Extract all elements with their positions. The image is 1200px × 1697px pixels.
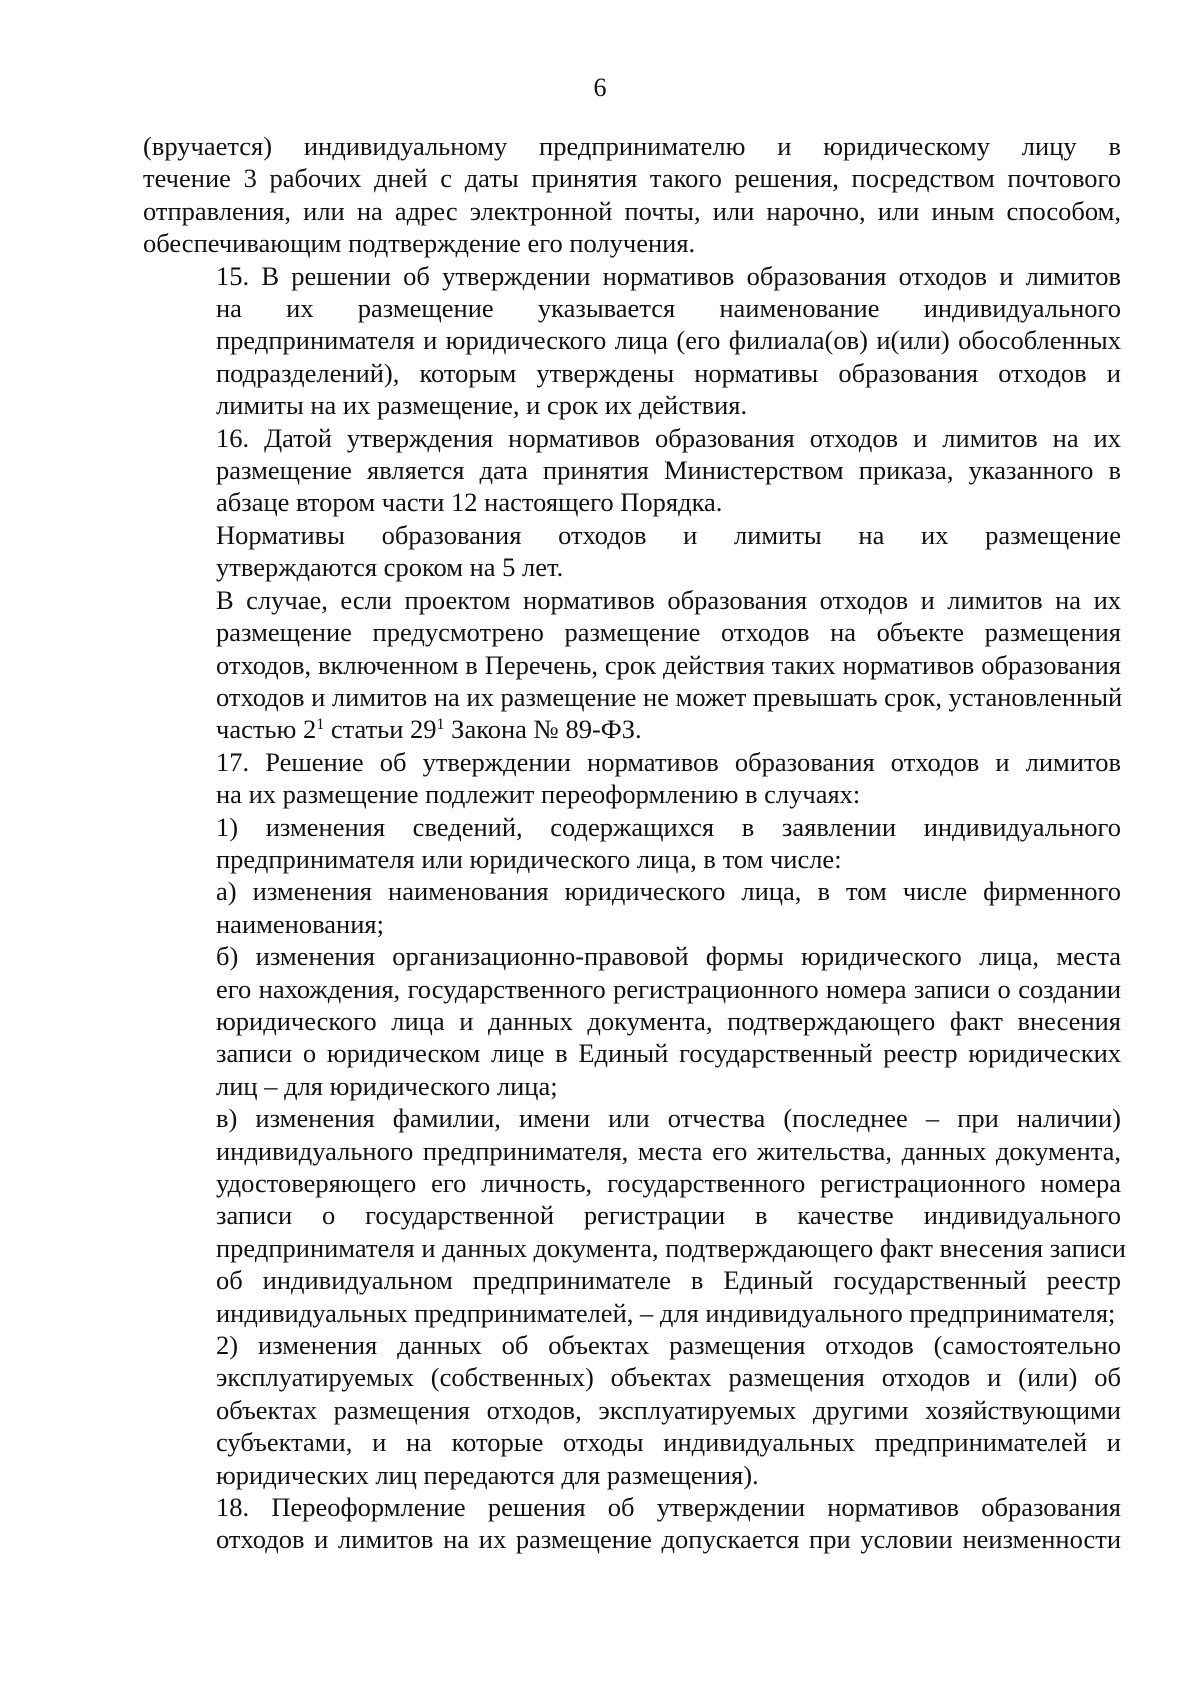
law-reference-text: Закона № 89-ФЗ. [444,714,642,745]
text-line: отходов, включенном в Перечень, срок действия таких нормативов образования [216,649,1121,680]
text-line: абзаце втором части 12 настоящего Порядка. [216,487,723,518]
text-line: индивидуальных предпринимателей, – для индивидуального предпринимателя; [216,1297,1116,1328]
paragraph-p0 [143,130,1121,260]
text-line: субъектами, и на которые отходы индивидуальных предпринимателей и [216,1427,1121,1458]
text-line: течение 3 рабочих дней с даты принятия такого решения, посредством почтового [143,163,1121,194]
paragraph-p17 [143,746,1121,811]
text-line: записи о юридическом лице в Единый государственный реестр юридических [216,1038,1121,1069]
paragraph-p16c [143,584,1121,746]
text-line: (вручается) индивидуальному предпринимателю и юридическому лицу в [143,131,1121,161]
text-line: объектах размещения отходов, эксплуатируемых другими хозяйствующими [216,1394,1121,1425]
text-line: В случае, если проектом нормативов образования отходов и лимитов на их [216,584,1121,615]
text-line: юридических лиц передаются для размещения). [216,1459,759,1490]
text-line: утверждаются сроком на 5 лет. [216,552,564,583]
paragraph-p17-1c [143,1102,1126,1329]
paragraph-p17-1 [143,811,1121,876]
paragraph-p17-2 [143,1329,1121,1491]
paragraph-p16 [143,422,1121,519]
paragraph-p16b [143,519,1121,584]
text-line: удостоверяющего его личность, государственного регистрационного номера [216,1168,1121,1198]
text-line: наименования; [216,908,384,939]
text-line: 17. Решение об утверждении нормативов образования отходов и лимитов [216,746,1121,777]
text-line: отходов и лимитов на их размещение не может превышать срок, установленный [216,681,1123,712]
text-line: размещение является дата принятия Министерством приказа, указанного в [216,455,1121,486]
law-reference-text: частью 2 [216,714,317,745]
text-line: предпринимателя и данных документа, подтверждающего факт внесения записи [216,1232,1126,1263]
page-number: 6 [593,73,607,102]
text-line: предпринимателя и юридического лица (его филиала(ов) и(или) обособленных [216,325,1121,356]
text-line: а) изменения наименования юридического лица, в том числе фирменного [216,876,1121,907]
law-reference-text: статьи 29 [324,714,437,745]
text-line: на их размещение подлежит переоформлению в случаях: [216,779,861,810]
text-line: Нормативы образования отходов и лимиты на их размещение [216,519,1121,550]
text-line: записи о государственной регистрации в качестве индивидуального [216,1200,1121,1231]
text-line: его нахождения, государственного регистрационного номера записи о создании [216,973,1121,1004]
text-line: об индивидуальном предпринимателе в Единый государственный реестр [216,1265,1121,1296]
paragraph-p15 [143,260,1121,422]
superscript-number: 1 [316,716,325,734]
text-line: в) изменения фамилии, имени или отчества (последнее – при наличии) [216,1103,1121,1134]
text-line: 1) изменения сведений, содержащихся в заявлении индивидуального [216,811,1121,842]
text-line: 15. В решении об утверждении нормативов образования отходов и лимитов [216,260,1121,291]
text-line: лиц – для юридического лица; [216,1070,558,1101]
text-line: 18. Переоформление решения об утверждении нормативов образования [216,1492,1121,1523]
text-line: отправления, или на адрес электронной почты, или нарочно, или иным способом, [143,195,1121,226]
text-line: на их размещение указывается наименование индивидуального [216,293,1121,324]
text-line: 2) изменения данных об объектах размещения отходов (самостоятельно [216,1330,1121,1361]
text-line: 16. Датой утверждения нормативов образования отходов и лимитов на их [216,422,1121,453]
text-line: юридического лица и данных документа, подтверждающего факт внесения [216,1005,1121,1036]
document-body [143,130,1126,1556]
text-line: эксплуатируемых (собственных) объектах размещения отходов и (или) об [216,1362,1121,1393]
text-line: отходов и лимитов на их размещение допускается при условии неизменности [216,1524,1121,1555]
text-line: лимиты на их размещение, и срок их действия. [216,390,748,421]
text-line: б) изменения организационно-правовой формы юридического лица, места [216,941,1121,972]
text-line: предпринимателя или юридического лица, в том числе: [216,843,842,874]
text-line: подразделений), которым утверждены нормативы образования отходов и [216,357,1121,388]
paragraph-p17-1a [143,875,1121,940]
text-line-with-superscripts [143,713,1121,745]
superscript-number: 1 [436,716,445,734]
text-line: индивидуального предпринимателя, места его жительства, данных документа, [216,1135,1121,1166]
paragraph-p18 [143,1491,1121,1556]
text-line: обеспечивающим подтверждение его получения. [143,228,696,259]
text-line: размещение предусмотрено размещение отходов на объекте размещения [216,617,1121,648]
paragraph-p17-1b [143,940,1121,1102]
